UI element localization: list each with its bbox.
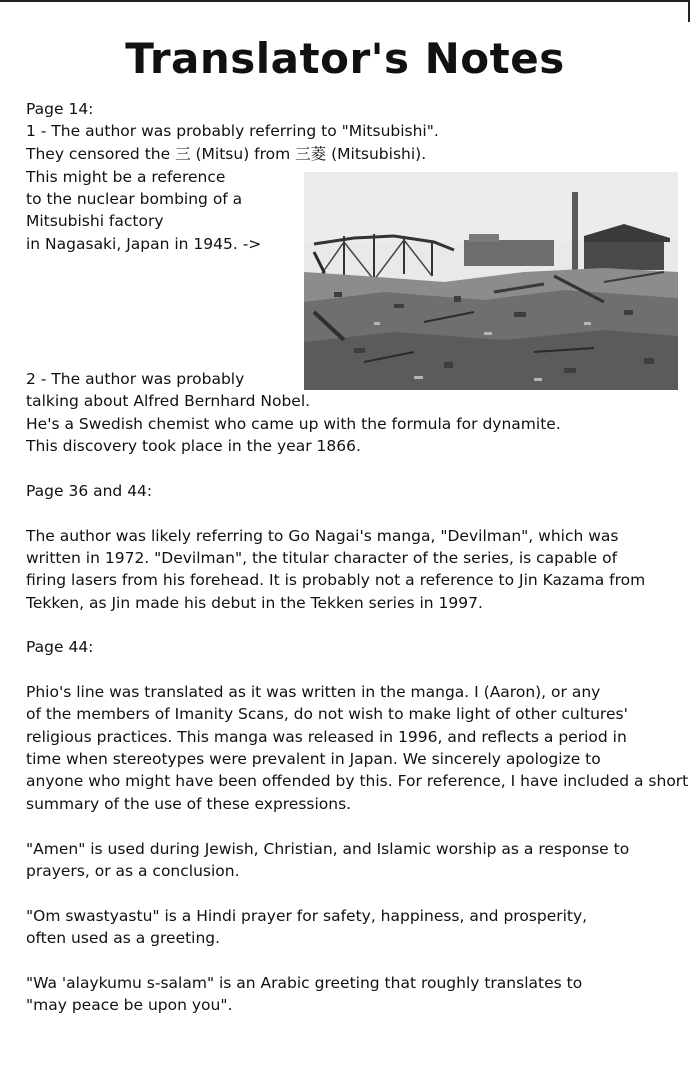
note2-line: 2 - The author was probably <box>26 370 245 388</box>
note1-line: to the nuclear bombing of a <box>26 190 243 208</box>
note1-line: They censored the 三 (Mitsu) from 三菱 (Mitsubishi). <box>26 145 427 163</box>
page44-line: time when stereotypes were prevalent in Japan. We sincerely apologize to <box>26 750 601 768</box>
wa-line: "Wa 'alaykumu s-salam" is an Arabic greeting that roughly translates to <box>26 974 583 992</box>
amen-line: "Amen" is used during Jewish, Christian, and Islamic worship as a response to <box>26 840 630 858</box>
om-line: often used as a greeting. <box>26 929 221 947</box>
page44-line: anyone who might have been offended by this. For reference, I have included a short <box>26 772 689 790</box>
note1-line: Mitsubishi factory <box>26 212 164 230</box>
page44-line: summary of the use of these expressions. <box>26 795 352 813</box>
note2-line: This discovery took place in the year 1866. <box>26 437 361 455</box>
page44-heading: Page 44: <box>26 638 94 656</box>
page14-heading: Page 14: <box>26 100 94 118</box>
note2-line: He's a Swedish chemist who came up with the formula for dynamite. <box>26 415 561 433</box>
page36-heading: Page 36 and 44: <box>26 482 153 500</box>
wa-line: "may peace be upon you". <box>26 996 233 1014</box>
page-title: Translator's Notes <box>125 34 565 83</box>
note1-line: 1 - The author was probably referring to "Mitsubishi". <box>26 122 439 140</box>
om-line: "Om swastyastu" is a Hindi prayer for safety, happiness, and prosperity, <box>26 907 588 925</box>
page36-line: The author was likely referring to Go Nagai's manga, "Devilman", which was <box>26 527 619 545</box>
page36-line: Tekken, as Jin made his debut in the Tekken series in 1997. <box>26 594 483 612</box>
page44-line: Phio's line was translated as it was written in the manga. I (Aaron), or any <box>26 683 601 701</box>
note1-line: This might be a reference <box>26 168 226 186</box>
top-border <box>0 0 690 2</box>
note2-line: talking about Alfred Bernhard Nobel. <box>26 392 311 410</box>
page36-line: firing lasers from his forehead. It is probably not a reference to Jin Kazama from <box>26 571 646 589</box>
page44-line: of the members of Imanity Scans, do not wish to make light of other cultures' <box>26 705 628 723</box>
note1-line: in Nagasaki, Japan in 1945. -> <box>26 235 262 253</box>
page36-line: written in 1972. "Devilman", the titular character of the series, is capable of <box>26 549 618 567</box>
page44-line: religious practices. This manga was released in 1996, and reflects a period in <box>26 728 627 746</box>
amen-line: prayers, or as a conclusion. <box>26 862 240 880</box>
factory-ruins-photo <box>304 172 678 390</box>
